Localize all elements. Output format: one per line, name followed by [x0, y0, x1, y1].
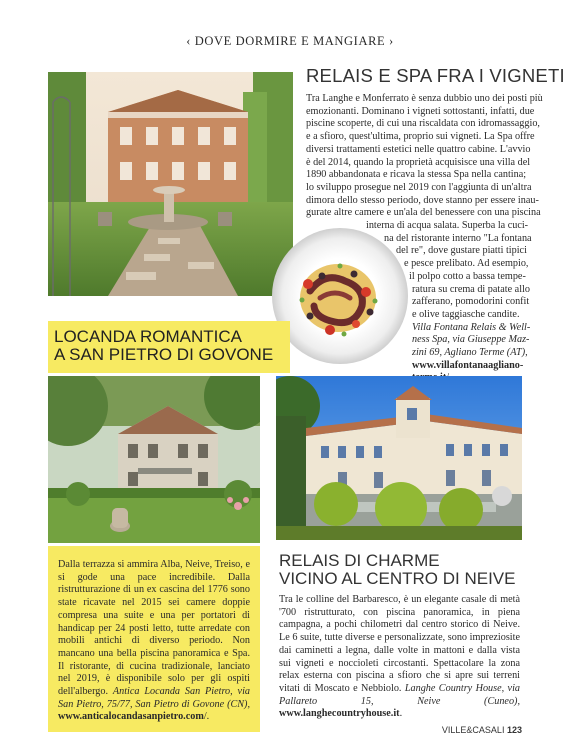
- article1-line: interna di acqua salata. Superba la cuci-: [366, 220, 529, 232]
- article1-line: è del 2014, quando la proprietà acquisisce una villa del: [306, 156, 531, 168]
- octopus-dish-photo: [270, 226, 410, 366]
- article3-address: Langhe Country House, via Pallareto 15, Neive (Cuneo),: [279, 682, 520, 707]
- article1-title: RELAIS E SPA FRA I VIGNETI: [306, 65, 565, 86]
- article1-line: il polpo cotto a bassa tempe-: [409, 270, 526, 282]
- section-header: ‹ DOVE DORMIRE E MANGIARE ›: [186, 34, 394, 48]
- locanda-garden-photo: [48, 376, 260, 543]
- article2-body: [58, 559, 250, 724]
- article1-line: del re", dove gustare piatti tipici: [396, 245, 527, 257]
- article1-line: e pesce prelibato. Ad esempio,: [404, 258, 529, 270]
- villa-fountain-photo: [48, 72, 293, 296]
- article1-line: na del ristorante interno "La fontana: [384, 232, 532, 244]
- article1-line: lo sviluppo prosegue nel 2019 con l'aggiunta di un'altra: [306, 181, 532, 193]
- article3-title: [279, 552, 515, 589]
- article1-line: zafferano, pomodorini confit: [412, 296, 530, 308]
- article1-address-line: zini 69, Agliano Terme (AT),: [412, 347, 528, 359]
- article1-line: 1890 abbandonata e ricava la stessa Spa nella cantina;: [306, 169, 527, 181]
- article1-line: emozionanti. Dominano i vigneti sottostanti, infatti, due: [306, 105, 535, 117]
- article2-title-line: LOCANDA ROMANTICA: [54, 327, 242, 346]
- article1-line: e olive taggiasche candite.: [412, 308, 520, 320]
- article1-line: e a sfioro, quest'ultima, proprio sui vigneti. La Spa offre: [306, 131, 535, 143]
- article2-url-tail: /.: [203, 711, 210, 723]
- article1-line: dimora dello stesso periodo, dove stanno per essere inau-: [306, 194, 539, 206]
- article3-title-line: RELAIS DI CHARME: [279, 551, 440, 570]
- article3-title-line: VICINO AL CENTRO DI NEIVE: [279, 569, 516, 589]
- article1-line: diversi trattamenti estetici nelle quattro cabine. L'avvio: [306, 143, 531, 155]
- article3-body-text: Tra le colline del Barbaresco, è un elegante casale di metà '700 ristrutturato, con piscina panoramica, in piena campagna, a pochi chilometri dal centro storico di Neive. Le 6 suite, tutte diverse e personalizzate, sono impreziosite dai caminetti a legna, dalle volte in mattoni e dalla vista sui vigneti e noccioleti circostanti. Spettacolare la zona relax esterna con piscina a sfioro che si apre sui terreni vitati di Moscato e Nebbiolo.: [279, 594, 520, 694]
- article2-body-text: Dalla terrazza si ammira Alba, Neive, Treiso, e si gode una pace incredibile. Dalla ristrutturazione di un ex cascina del 1776 sono state ricavate nel 2015 sei camere doppie compresa una suite e una per portatori di handicap per 24 posti letto, tutte arredate con mobili antichi di diverso periodo. Non mancano una bella piscina panoramica e Spa. Il ristorante, di cucina tradizionale, lanciato nel 2019, è disponibile solo per gli ospiti dell'albergo.: [58, 559, 250, 698]
- article1-address-line: ness Spa, via Giuseppe Maz-: [412, 334, 530, 346]
- article1-line: piscine scoperte, di cui una riscaldata con idromassaggio,: [306, 118, 540, 130]
- magazine-name: VILLE&CASALI: [441, 725, 505, 735]
- article1-address-line: Villa Fontana Relais & Well-: [412, 321, 531, 333]
- article3-url[interactable]: www.langhecountryhouse.it: [279, 708, 400, 720]
- article2-url[interactable]: www.anticalocandasanpietro.com: [58, 711, 204, 723]
- country-house-photo: [276, 376, 522, 540]
- article3-url-tail: .: [399, 708, 403, 720]
- article1-url-line[interactable]: www.villafontanaagliano-: [412, 359, 524, 371]
- article2-address: Antica Locanda San Pietro, via San Pietro, 75/77, San Pietro di Govone (CN),: [58, 686, 251, 710]
- article1-line: Tra Langhe e Monferrato è senza dubbio uno dei posti più: [306, 93, 543, 104]
- article2-title-line: A SAN PIETRO DI GOVONE: [54, 345, 274, 365]
- article1-line: gurate altre camere e un'ala del benessere con una piscina: [306, 207, 541, 219]
- page-number: 123: [506, 725, 522, 735]
- article3-body: [279, 594, 520, 721]
- page-footer: [442, 725, 522, 735]
- article2-title: [54, 328, 273, 365]
- article1-line: ratura su crema di patate allo: [412, 283, 530, 295]
